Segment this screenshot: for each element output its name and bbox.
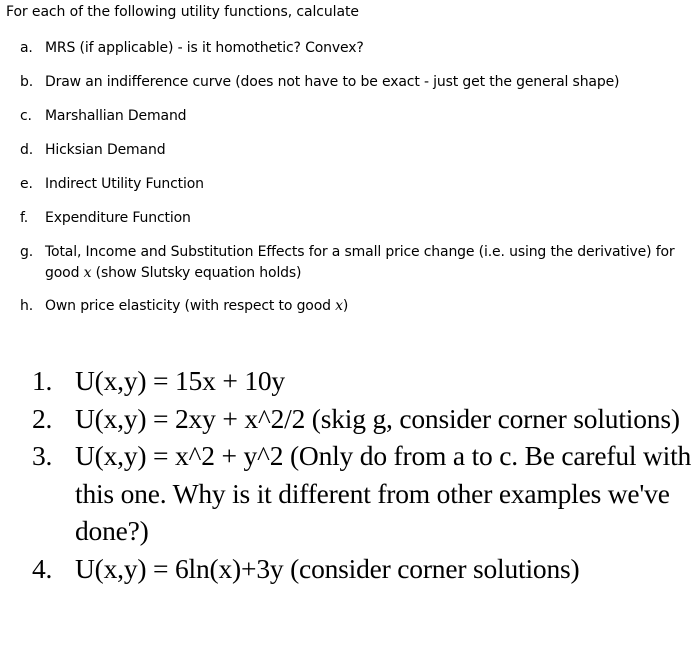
problem-number: 1. — [32, 365, 53, 396]
task-text: Marshallian Demand — [45, 108, 187, 124]
task-text: Draw an indifference curve (does not have to be exact - just get the general shape) — [45, 74, 620, 90]
task-list — [20, 38, 695, 330]
task-marker: b. — [20, 74, 34, 90]
task-text: Indirect Utility Function — [45, 176, 204, 192]
task-marker: d. — [20, 142, 34, 158]
task-item-a — [20, 38, 695, 58]
task-marker: a. — [20, 40, 33, 56]
instructions-heading: For each of the following utility functions, calculate — [6, 4, 359, 20]
task-marker: e. — [20, 176, 33, 192]
task-marker: f. — [20, 210, 29, 226]
task-marker: h. — [20, 298, 34, 314]
task-item-d — [20, 140, 695, 160]
task-text-part: ) — [342, 298, 349, 314]
problem-text: U(x,y) = x^2 + y^2 (Only do from a to c. Be careful with this one. Why is it different from other examples we've done?) — [75, 440, 692, 546]
task-text: MRS (if applicable) - is it homothetic? Convex? — [45, 40, 364, 56]
task-item-g — [20, 242, 695, 284]
task-item-h — [20, 296, 695, 316]
problem-item-1 — [30, 362, 700, 400]
math-variable: x — [83, 265, 92, 281]
task-text-part: Own price elasticity (with respect to good — [45, 298, 336, 314]
problem-item-3 — [30, 437, 700, 550]
math-variable: x — [335, 298, 343, 314]
task-item-e — [20, 174, 695, 194]
problem-text: U(x,y) = 15x + 10y — [75, 365, 285, 396]
problem-item-4 — [30, 550, 700, 588]
task-text-part: Total, Income and Substitution Effects for a small price change (i.e. using the derivative) for good — [45, 244, 675, 281]
task-marker: c. — [20, 108, 32, 124]
task-text — [45, 242, 695, 284]
problem-number: 3. — [32, 440, 53, 471]
task-text: Hicksian Demand — [45, 142, 166, 158]
task-text-part: (show Slutsky equation holds) — [91, 265, 302, 281]
task-text — [45, 298, 348, 314]
problem-text: U(x,y) = 6ln(x)+3y (consider corner solutions) — [75, 552, 580, 584]
problem-text: U(x,y) = 2xy + x^2/2 (skig g, consider corner solutions) — [75, 402, 680, 434]
task-item-b — [20, 72, 695, 92]
task-item-c — [20, 106, 695, 126]
problem-item-2 — [30, 400, 700, 438]
task-text: Expenditure Function — [45, 210, 191, 226]
task-item-f — [20, 208, 695, 228]
task-marker: g. — [20, 244, 34, 260]
problem-number: 4. — [32, 552, 53, 584]
problem-number: 2. — [32, 402, 53, 434]
problem-list — [30, 362, 700, 587]
